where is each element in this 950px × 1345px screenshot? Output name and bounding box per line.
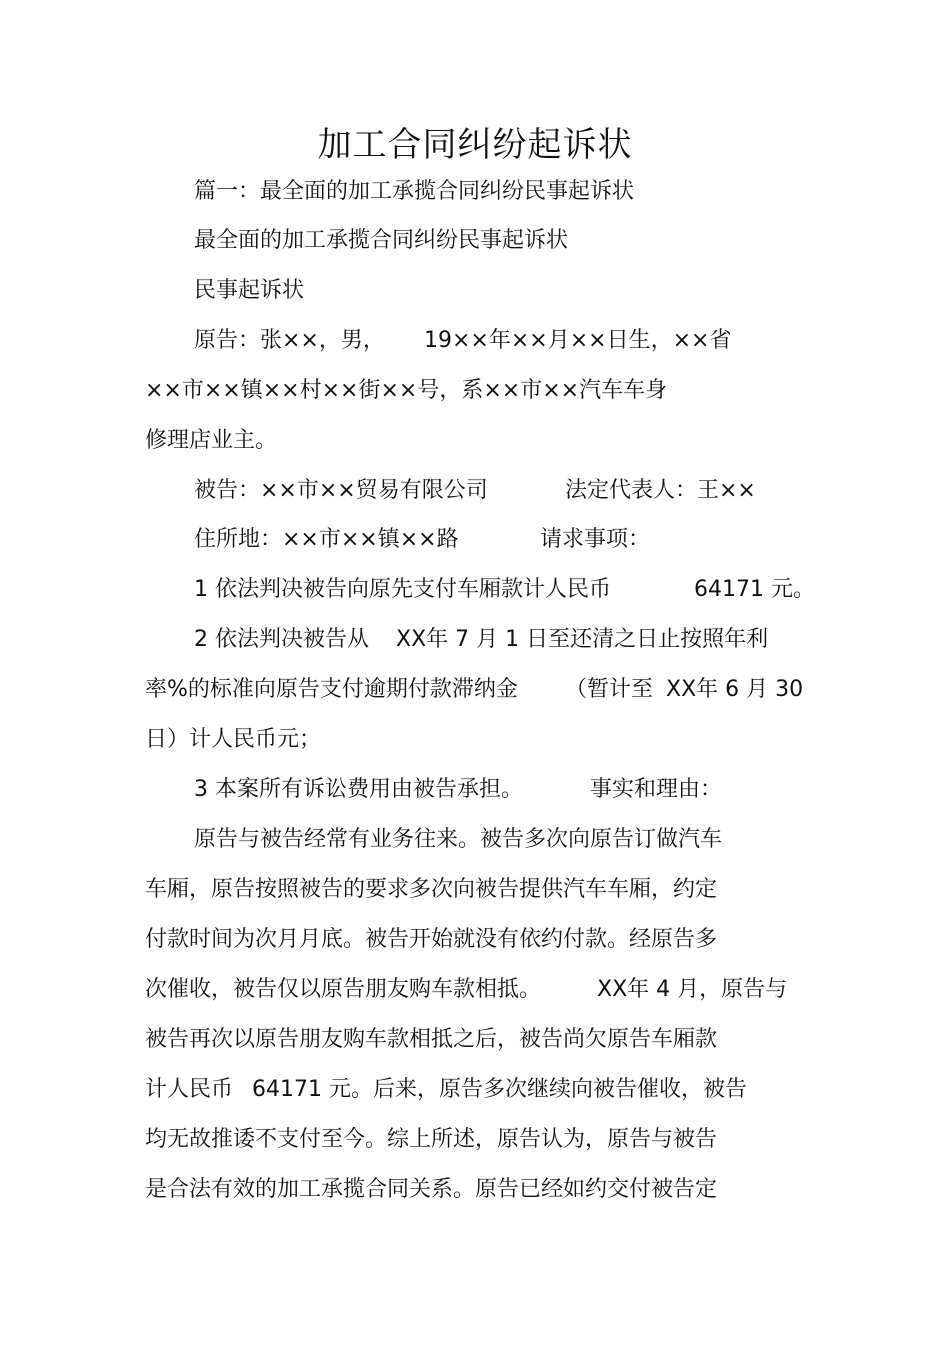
facts-paragraph-line: 原告与被告经常有业务往来。被告多次向原告订做汽车 bbox=[194, 827, 723, 852]
claim-2-end: 日）计人民币元； bbox=[145, 727, 322, 752]
claim-2-cont-line bbox=[0, 675, 950, 705]
facts-paragraph-line: 付款时间为次月月底。被告开始就没有依约付款。经原告多 bbox=[145, 927, 718, 952]
defendant-line bbox=[0, 476, 950, 506]
plaintiff-address: ××市××镇××村××街××号，系××市××汽车车身 bbox=[145, 378, 668, 403]
document-title: 加工合同纠纷起诉状 bbox=[317, 125, 633, 165]
section-heading: 篇一：最全面的加工承揽合同纠纷民事起诉状 bbox=[194, 179, 635, 204]
legal-representative: 法定代表人：王×× bbox=[565, 478, 756, 503]
claim-2-line bbox=[0, 625, 950, 655]
facts-paragraph-line: 车厢，原告按照被告的要求多次向被告提供汽车车厢，约定 bbox=[145, 877, 718, 902]
plaintiff-birth: 19××年××月××日生，××省 bbox=[424, 328, 732, 353]
facts-date-segment: XX年 4 月，原告与 bbox=[597, 977, 788, 1002]
facts-paragraph-line bbox=[0, 1075, 950, 1105]
plaintiff-line bbox=[0, 326, 950, 356]
facts-paragraph-line bbox=[0, 975, 950, 1005]
facts-paragraph-line: 被告再次以原告朋友购车款相抵之后，被告尚欠原告车厢款 bbox=[145, 1027, 718, 1052]
address-line bbox=[0, 525, 950, 555]
claim-2-text: 2 依法判决被告从 bbox=[194, 627, 369, 652]
facts-text-segment: 计人民币 bbox=[145, 1077, 234, 1102]
defendant-name: 被告：××市××贸易有限公司 bbox=[194, 478, 488, 503]
facts-heading: 事实和理由： bbox=[590, 777, 723, 802]
claims-heading: 请求事项： bbox=[540, 527, 651, 552]
plaintiff-label: 原告：张××，男， bbox=[194, 328, 385, 353]
defendant-address: 住所地：××市××镇××路 bbox=[194, 527, 459, 552]
claim-2-paren: （暂计至 bbox=[565, 677, 654, 702]
facts-paragraph-line: 均无故推诿不支付至今。综上所述，原告认为，原告与被告 bbox=[145, 1127, 718, 1152]
claim-2-end-date: XX年 6 月 30 bbox=[666, 677, 804, 702]
subtitle-line: 最全面的加工承揽合同纠纷民事起诉状 bbox=[194, 228, 569, 253]
facts-amount-segment: 64171 元。后来，原告多次继续向被告催收，被告 bbox=[252, 1077, 747, 1102]
plaintiff-occupation: 修理店业主。 bbox=[145, 428, 278, 453]
claim-1-text: 1 依法判决被告向原先支付车厢款计人民币 bbox=[194, 577, 611, 602]
claim-3-text: 3 本案所有诉讼费用由被告承担。 bbox=[194, 777, 523, 802]
claim-2-rate: 率%的标准向原告支付逾期付款滞纳金 bbox=[145, 677, 518, 702]
claim-1-line bbox=[0, 575, 950, 605]
claim-1-amount: 64171 元。 bbox=[694, 577, 815, 602]
facts-text-segment: 次催收，被告仅以原告朋友购车款相抵。 bbox=[145, 977, 542, 1002]
facts-paragraph-line: 是合法有效的加工承揽合同关系。原告已经如约交付被告定 bbox=[145, 1177, 718, 1202]
claim-2-date: XX年 7 月 1 日至还清之日止按照年利 bbox=[396, 627, 769, 652]
claim-3-line bbox=[0, 775, 950, 805]
complaint-heading: 民事起诉状 bbox=[194, 278, 305, 303]
